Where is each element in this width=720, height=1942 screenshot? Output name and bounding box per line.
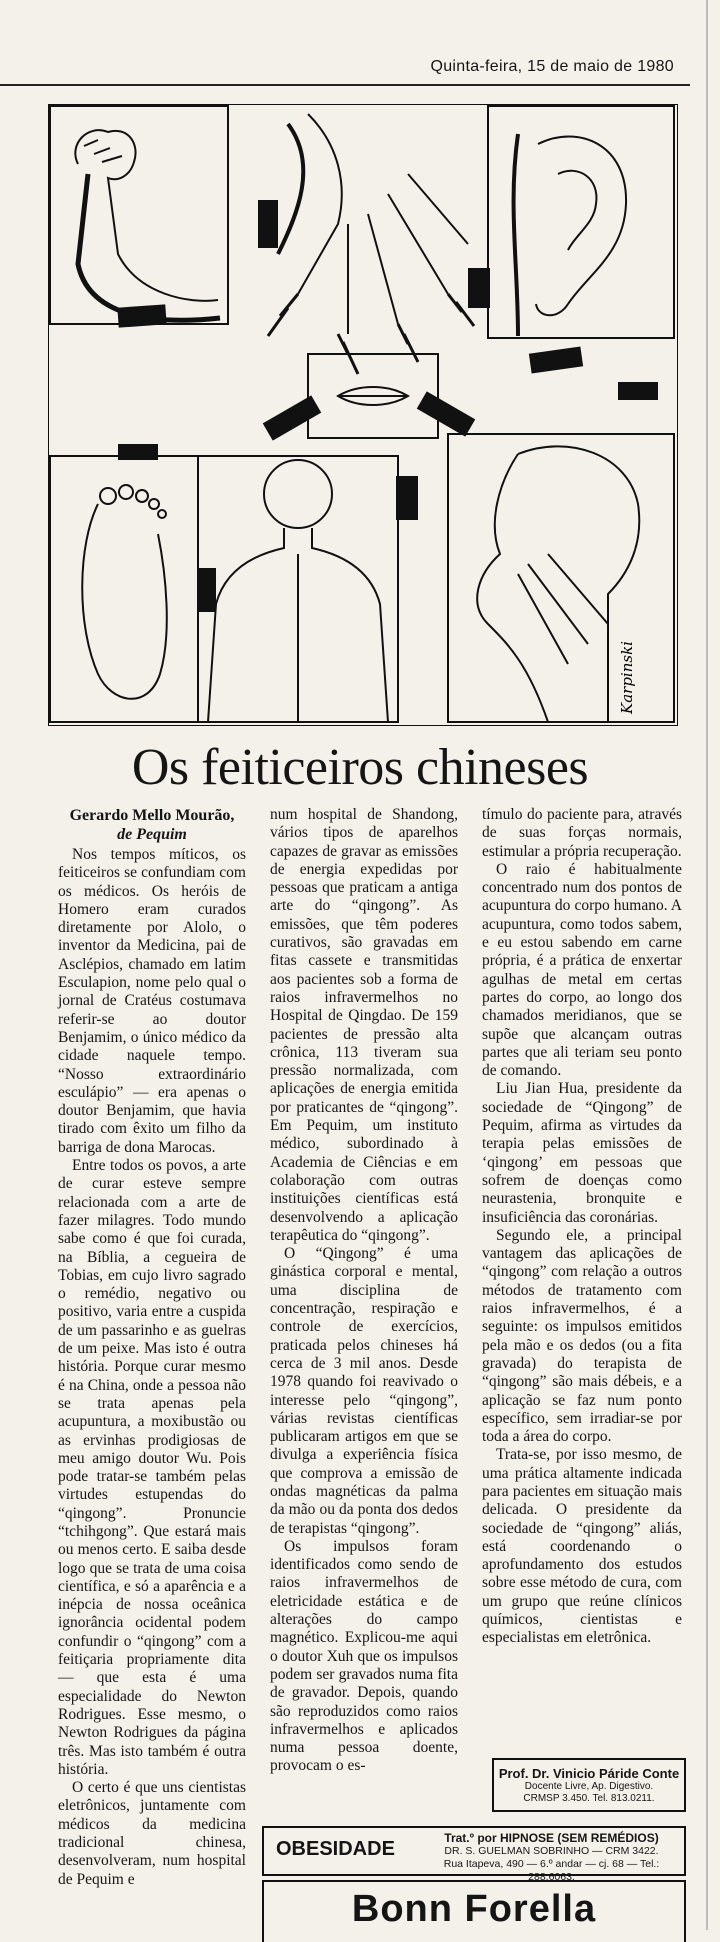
article-illustration — [48, 104, 678, 726]
col3-paragraph-2: O raio é habitualmente concentrado num dos pontos de acupuntura do corpo humano. A acupuntura, como todos sabem, e eu estou sabendo em carne própria, é a prática de enxertar agulhas de metal em certas partes do corpo, ao longo dos chamados meridianos, que se supõe que alcançam outras partes que ali teriam seu ponto de comando. — [482, 860, 682, 1080]
col2-paragraph-2: O “Qingong” é uma ginástica corporal e mental, uma disciplina de concentração, respiração e controle de exercícios, praticada pelos chineses há cerca de 3 mil anos. Desde 1978 quando foi reavivado o interesse pelo “qingong”, várias revistas científicas publicaram artigos em que se divulga a experiência física que comprova a emissão de ondas magnéticas da palma da mão ou da ponta dos dedos de terapistas “qingong”. — [270, 1245, 458, 1537]
bottom-ad — [262, 1880, 686, 1942]
obesity-ad-details — [424, 1832, 679, 1884]
bottom-ad-title: Bonn Forella — [351, 1888, 597, 1930]
column-1 — [58, 806, 246, 1889]
ear-drawing — [514, 134, 627, 336]
obesity-ad-treatment: Trat.º por HIPNOSE (SEM REMÉDIOS) — [444, 1831, 659, 1845]
doctor-ad — [492, 1758, 686, 1812]
doctor-ad-line-2: CRMSP 3.450. Tel. 813.0211. — [523, 1793, 655, 1804]
arm-fist-drawing — [75, 130, 220, 320]
dateline: Quinta-feira, 15 de maio de 1980 — [430, 58, 674, 75]
column-2 — [270, 806, 458, 1776]
col2-paragraph-3: Os impulsos foram identificados como sendo de raios infravermelhos de eletricidade estática e de alterações do campo magnético. Explicou-me aqui o doutor Xuh que os impulsos podem ser gravados numa fita de gravador. Depois, quando são reproduzidos como raios infravermelhos e aplicados numa pessoa doente, provocam o es- — [270, 1537, 458, 1775]
obesity-ad-title: OBESIDADE — [276, 1838, 395, 1860]
col3-paragraph-5: Trata-se, por isso mesmo, de uma prática altamente indicada para pacientes em situação mais delicada. O presidente da sociedade de “qingong” aliás, está coordenando o aprofundamento dos estudos sobre esse método de cura, com um grupo que reúne clínicos químicos, cientistas e especialistas em eletrônica. — [482, 1446, 682, 1647]
foot-panel — [50, 456, 198, 722]
arm-panel — [50, 106, 228, 324]
obesity-ad-doctor: DR. S. GUELMAN SOBRINHO — CRM 3422. — [444, 1845, 659, 1857]
illustrator-signature: Karpinski — [618, 641, 636, 714]
doctor-ad-line-1: Docente Livre, Ap. Digestivo. — [524, 1781, 654, 1792]
col1-paragraph-1: Nos tempos míticos, os feiticeiros se confundiam com os médicos. Os heróis de Homero eram curados diretamente por Alolo, o inventor da Medicina, pai de Asclépios, chamado em latim Esculapion, nome pelo qual o jornal de Cratéus costumava referir-se ao doutor Benjamim, o único médico da cidade naquele tempo. “Nosso extraordinário esculápio” — era apenas o doutor Benjamim, que havia tirado com êxito um filho da barriga de dona Marocas. — [58, 846, 246, 1156]
col3-paragraph-3: Liu Jian Hua, presidente da sociedade de “Qingong” de Pequim, afirma as virtudes da terapia pelas emissões de ‘qingong’ em pessoas que sofrem de doenças como neurastenia, bronquite e insuficiência das coronárias. — [482, 1080, 682, 1226]
column-3 — [482, 806, 682, 1648]
col1-paragraph-2: Entre todos os povos, a arte de curar esteve sempre relacionada com a arte de fazer milagres. Todo mundo sabe como é que foi curada, na Bíblia, a cegueira de Tobias, em cujo livro sagrado o remédio, negativo ou positivo, varia entre a cuspida de um passarinho e as guelras de um peixe. Mas isto é outra história. Porque curar mesmo é na China, onde a pessoa não se trata apenas pela acupuntura, a moxibustão ou as ervinhas prodigiosas de meu amigo doutor Wu. Pois pode tratar-se também pelas virtudes estupendas do “qingong”. Pronuncie “tchihgong”. Que estará mais ou menos certo. E saiba desde logo que se trata de uma coisa científica, e só a aparência e a inépcia de nossa oceânica ignorância ocidental podem confundir o “qingong” com a feitiçaria propriamente dita — que esta é uma especialidade do Newton Rodrigues. Esse mesmo, o Newton Rodrigues da página três. Mas isto também é outra história. — [58, 1157, 246, 1778]
byline-author: Gerardo Mello Mourão, — [69, 807, 235, 824]
neck-profile-drawing — [477, 446, 639, 722]
col3-paragraph-4: Segundo ele, a principal vantagem das aplicações de “qingong” com relação a outros métodos de tratamento com raios infravermelhos, é a seguinte: os impulsos emitidos pela mão e os dedos (ou a fita gravada) do terapista de “qingong” são mais débeis, e a aplicação se faz num ponto específico, sem irradiar-se por toda a área do corpo. — [482, 1226, 682, 1446]
col2-paragraph-1: num hospital de Shandong, vários tipos de aparelhos capazes de gravar as emissões de energia expedidas por pessoas que praticam a antiga arte do “qingong”. As emissões, que têm poderes curativos, são gravadas em fitas cassete e transmitidas aos pacientes sob a forma de raios infravermelhos no Hospital de Qingdao. De 159 pacientes de pressão alta crônica, 113 tiveram sua pressão normalizada, com aplicações de energia emitida por praticantes de “qingong”. Em Pequim, um instituto médico, subordinado à Academia de Ciências e em colaboração com outras instituições científicas está desenvolvendo a aplicação terapêutica do “qingong”. — [270, 806, 458, 1244]
col3-paragraph-1: tímulo do paciente para, através de suas forças normais, estimular a própria recuperação. — [482, 806, 682, 860]
foot-drawing — [82, 485, 167, 699]
headline: Os feiticeiros chineses — [131, 739, 589, 796]
obesity-ad — [262, 1826, 686, 1883]
col1-paragraph-3: O certo é que uns cientistas eletrônicos, juntamente com médicos da medicina tradicional chinesa, desenvolveram, num hospital de Pequim e — [58, 1779, 246, 1888]
hand-drawing — [268, 114, 474, 374]
byline-place: de Pequim — [117, 826, 187, 843]
back-drawing — [208, 460, 388, 722]
page-edge — [706, 0, 708, 1930]
mouth-drawing — [338, 387, 408, 405]
doctor-ad-name: Prof. Dr. Vinicio Páride Conte — [498, 1766, 680, 1781]
header-rule — [0, 84, 690, 86]
obesity-ad-address: Rua Itapeva, 490 — 6.º andar — cj. 68 — Tel.: 288.6063. — [443, 1858, 660, 1883]
